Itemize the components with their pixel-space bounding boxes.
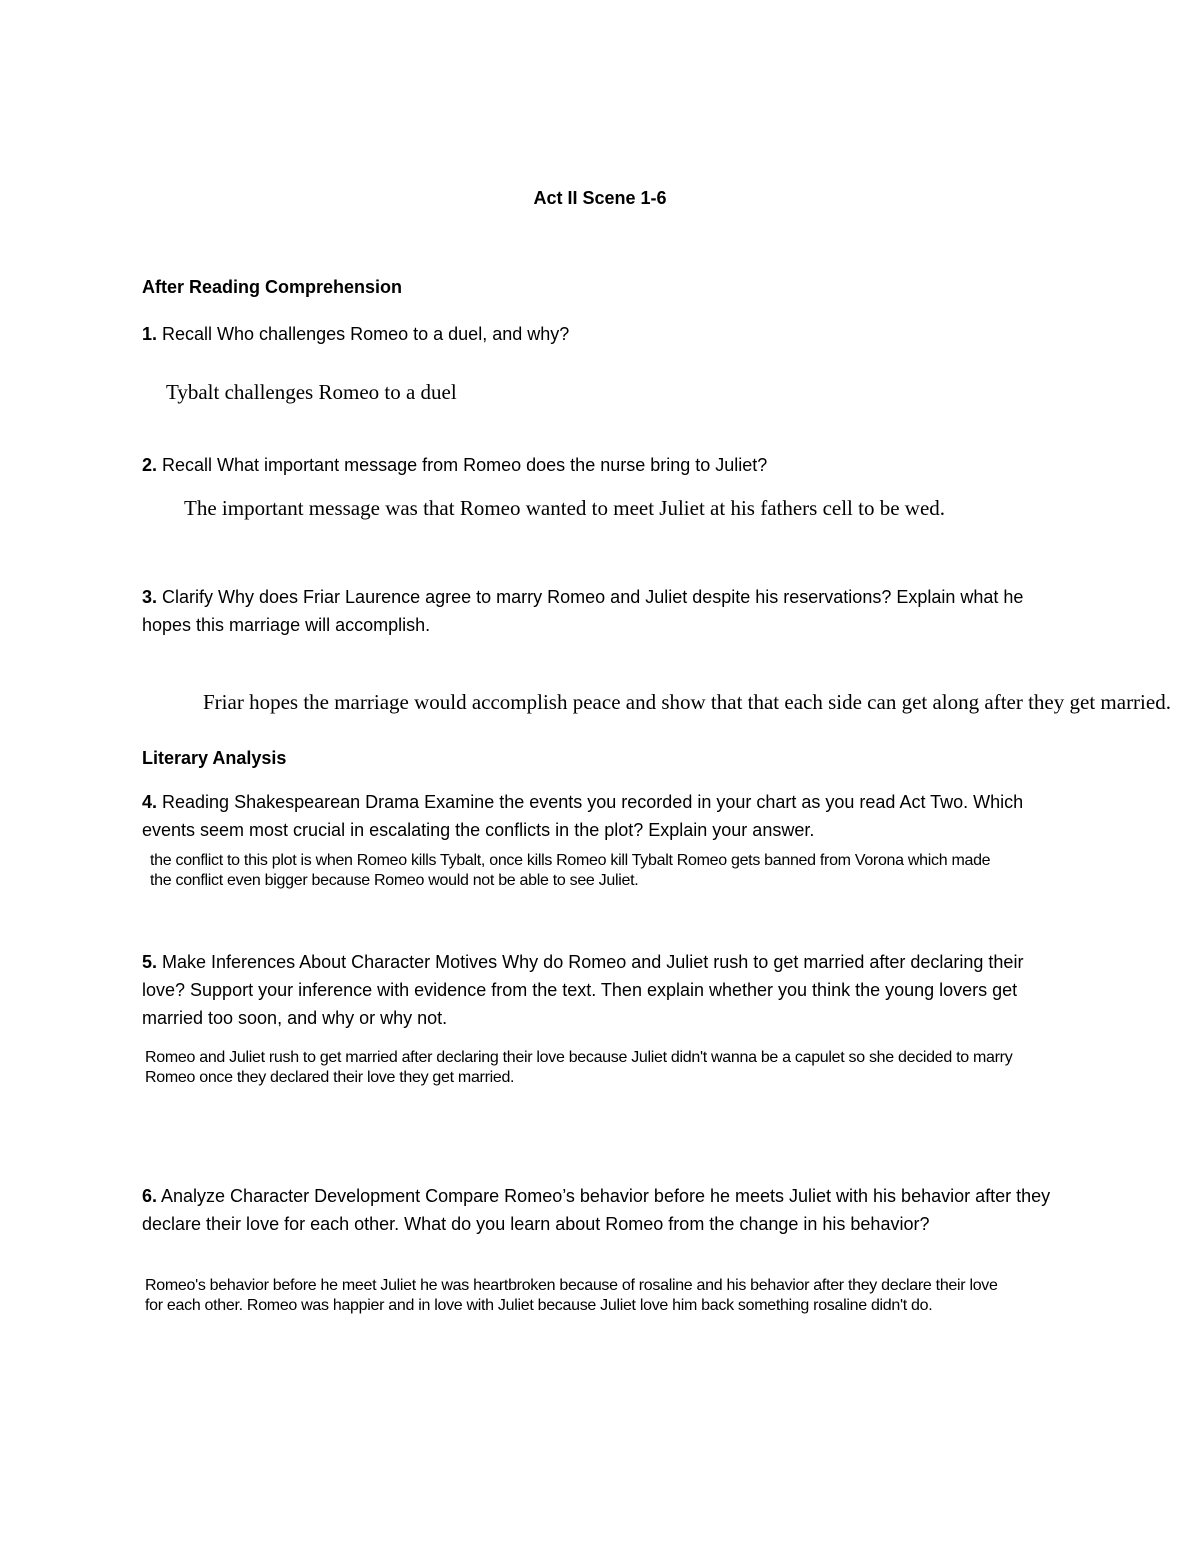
answer-3: Friar hopes the marriage would accomplish peace and show that that each side can get along after they get married.: [203, 690, 1171, 714]
question-2: [142, 451, 1042, 479]
question-text: Analyze Character Development Compare Romeo’s behavior before he meets Juliet with his behavior after they declare their love for each other. What do you learn about Romeo from the change in his behavior?: [142, 1186, 1051, 1234]
question-text: Recall Who challenges Romeo to a duel, and why?: [157, 324, 570, 344]
question-number: 1.: [142, 324, 158, 344]
question-text: Make Inferences About Character Motives Why do Romeo and Juliet rush to get married after declaring their love? Support your inference with evidence from the text. Then explain whether you think the young lovers get married too soon, and why or why not.: [142, 952, 1024, 1028]
question-text: Clarify Why does Friar Laurence agree to marry Romeo and Juliet despite his reservations? Explain what he hopes this marriage will accomplish.: [142, 587, 1024, 635]
answer-1: Tybalt challenges Romeo to a duel: [166, 380, 457, 404]
question-number: 4.: [142, 792, 158, 812]
answer-5: Romeo and Juliet rush to get married after declaring their love because Juliet didn't wanna be a capulet so she decided to marry Romeo once they declared their love they get married.: [145, 1049, 1013, 1086]
question-number: 5.: [142, 952, 158, 972]
answer-2: The important message was that Romeo wanted to meet Juliet at his fathers cell to be wed.: [184, 496, 946, 520]
question-1: [142, 320, 1042, 348]
section-heading-comprehension: After Reading Comprehension: [142, 277, 403, 297]
question-4: [142, 788, 1062, 844]
question-number: 6.: [142, 1186, 158, 1206]
answer-6: Romeo's behavior before he meet Juliet he was heartbroken because of rosaline and his behavior after they declare their love for each other. Romeo was happier and in love with Juliet because Juliet love him back something rosaline didn't do.: [145, 1277, 998, 1314]
question-number: 3.: [142, 587, 158, 607]
page-title: Act II Scene 1-6: [533, 188, 667, 208]
question-3: [142, 583, 1032, 639]
question-5: [142, 948, 1032, 1032]
question-6: [142, 1182, 1062, 1238]
answer-4: the conflict to this plot is when Romeo kills Tybalt, once kills Romeo kill Tybalt Romeo gets banned from Vorona which made the conflict even bigger because Romeo would not be able to see Juliet.: [150, 852, 991, 889]
question-number: 2.: [142, 455, 158, 475]
question-text: Reading Shakespearean Drama Examine the events you recorded in your chart as you read Act Two. Which events seem most crucial in escalating the conflicts in the plot? Explain your answer.: [142, 792, 1024, 840]
question-text: Recall What important message from Romeo does the nurse bring to Juliet?: [157, 455, 768, 475]
section-heading-literary: Literary Analysis: [142, 748, 287, 768]
